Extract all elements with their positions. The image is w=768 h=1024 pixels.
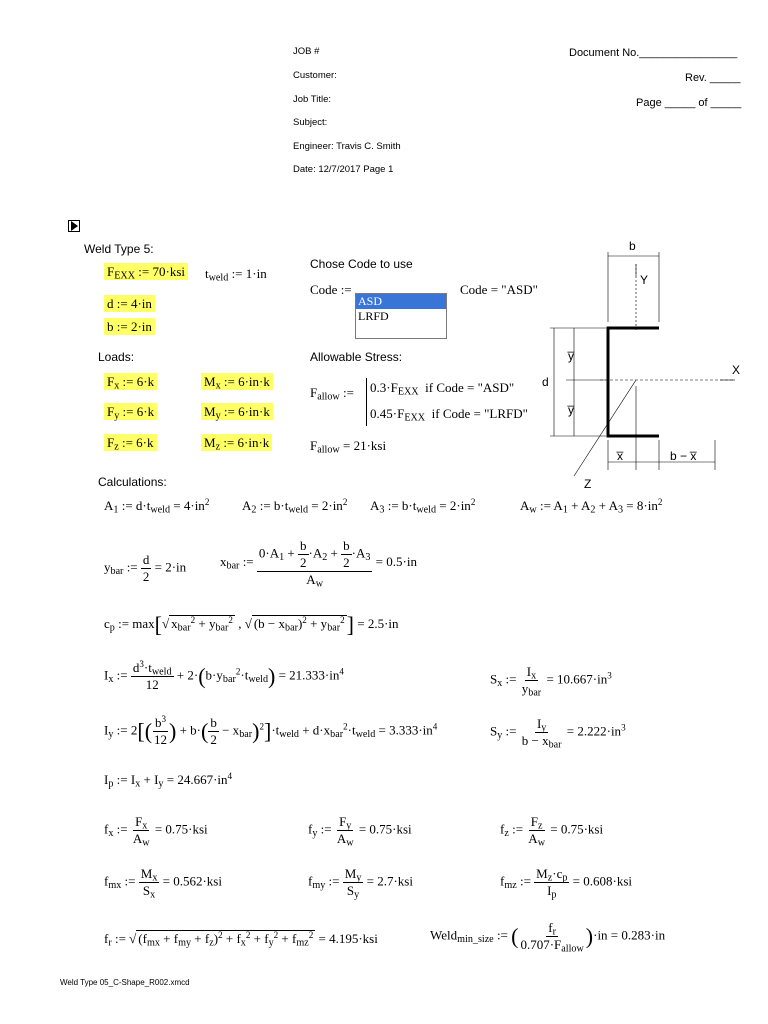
revision: Rev. _____ xyxy=(685,72,741,84)
page-of: Page _____ of _____ xyxy=(636,97,742,109)
fallow-definition[interactable]: $F_{allow}$ := xyxy=(310,385,354,403)
a2-calc[interactable]: $A_2$ := $b\cdot t_{weld} = 2\cdot in^2$ xyxy=(242,497,348,516)
chose-code-label: Chose Code to use xyxy=(310,257,413,271)
sy-calc[interactable]: $S_y$ := $\frac{I_y}{b - x_{bar}}$ = $2.222\cdot in^3$ xyxy=(490,716,626,751)
fmy-calc[interactable]: $f_{my}$ := $\frac{M_y}{S_y}$ = 2.7·ksi xyxy=(308,866,413,901)
fmz-calc[interactable]: $f_{mz}$ := $\frac{M_z\cdot c_p}{I_p}$ = 0.608·ksi xyxy=(500,866,632,901)
piecewise-bar xyxy=(366,378,367,426)
diagram-y-label: Y xyxy=(640,273,649,287)
diagram-d-label: d xyxy=(542,375,549,389)
fallow-lrfd-branch: $0.45\cdot F_{EXX}$ if Code = "LRFD" xyxy=(370,406,528,424)
fx-definition[interactable]: $F_x$ := 6·k xyxy=(104,374,157,390)
a3-calc[interactable]: $A_3$ := $b\cdot t_{weld} = 2\cdot in^2$ xyxy=(370,497,476,516)
customer-label: Customer: xyxy=(293,70,337,81)
my-definition[interactable]: $M_y$ := 6·in·k xyxy=(201,404,273,420)
fexx-definition[interactable]: $F_{EXX}$ := 70·ksi xyxy=(104,264,188,280)
iy-calc[interactable]: $I_y$ := 2[( $\frac{b^3}{12}$ ) + b·( $\frac{b}{2}$ − $x_{bar})^2]\cdot t_{weld} + d\cdot x_{bar}^2\cdot t_{weld} = 3.333\cdot in^4$ xyxy=(104,714,438,747)
mz-definition[interactable]: $M_z$ := 6·in·k xyxy=(201,435,272,451)
job-number-label: JOB # xyxy=(293,46,320,57)
weld-min-size-calc[interactable]: Weld$_{min\_size}$ := ( $\frac{f_r}{0.707\cdot F_{allow}}$ )·in = 0.283·in xyxy=(430,920,666,955)
cp-calc[interactable]: $c_p$ := max[√ $x_{bar}^2 + y_{bar}^2$ , √ $(b - x_{bar})^2 + y_{bar}^2] = 2.5\cdot in$ xyxy=(104,612,399,637)
fx-stress-calc[interactable]: $f_x$ := $\frac{F_x}{A_w}$ = 0.75·ksi xyxy=(104,814,208,849)
code-listbox[interactable] xyxy=(355,293,447,339)
diagram-b-label: b xyxy=(629,239,636,253)
play-triangle-icon xyxy=(71,221,78,231)
allowable-stress-label: Allowable Stress: xyxy=(310,350,403,364)
aw-calc[interactable]: $A_w$ := $A_1 + A_2 + A_3 = 8\cdot in^2$ xyxy=(520,497,663,516)
ybar-calc[interactable]: $y_{bar}$ := $\frac{d}{2}$ = 2·in xyxy=(104,552,187,584)
weld-type-title: Weld Type 5: xyxy=(84,242,154,256)
diagram-ybar-top: y̅ xyxy=(568,349,574,363)
d-definition[interactable]: d := 4·in xyxy=(104,296,155,312)
diagram-ybar-bottom: y̅ xyxy=(568,403,574,417)
fallow-asd-branch: $0.3\cdot F_{EXX}$ if Code = "ASD" xyxy=(370,380,515,398)
code-assign-label: Code := xyxy=(310,282,352,297)
b-definition[interactable]: b := 2·in xyxy=(104,319,155,335)
mx-definition[interactable]: $M_x$ := 6·in·k xyxy=(201,374,273,390)
document-number: Document No.________________ xyxy=(569,47,738,59)
ix-calc[interactable]: $I_x$ := $\frac{d^3\cdot t_{weld}}{12}$ + $2\cdot(b\cdot y_{bar}^2\cdot t_{weld}) = 21.333\cdot in^4$ xyxy=(104,659,344,692)
tweld-definition[interactable]: $t_{weld}$ := 1·in xyxy=(205,266,267,284)
loads-label: Loads: xyxy=(98,350,135,364)
fz-definition[interactable]: $F_z$ := 6·k xyxy=(104,435,157,451)
diagram-x-label: X xyxy=(732,363,741,377)
code-result: Code = "ASD" xyxy=(460,282,538,297)
calculations-label: Calculations: xyxy=(98,475,167,489)
code-option-asd[interactable]: ASD xyxy=(356,294,446,309)
job-title-label: Job Title: xyxy=(293,94,332,105)
fmx-calc[interactable]: $f_{mx}$ := $\frac{M_x}{S_x}$ = 0.562·ksi xyxy=(104,866,222,901)
fz-stress-calc[interactable]: $f_z$ := $\frac{F_z}{A_w}$ = 0.75·ksi xyxy=(500,814,604,849)
fr-calc[interactable]: $f_r$ := √ $(f_{mx} + f_{my} + f_z)^2 + f_x^2 + f_y^2 + f_{mz}^2 = 4.195\cdot ksi$ xyxy=(104,930,378,949)
ip-calc[interactable]: $I_p$ := $I_x + I_y = 24.667\cdot in^4$ xyxy=(104,771,233,790)
engineer-label: Engineer: Travis C. Smith xyxy=(293,141,401,152)
sx-calc[interactable]: $S_x$ := $\frac{I_x}{y_{bar}}$ = $10.667\cdot in^3$ xyxy=(490,664,612,699)
a1-calc[interactable]: $A_1$ := $d\cdot t_{weld} = 4\cdot in^2$ xyxy=(104,497,210,516)
diagram-xbar-label: x̅ xyxy=(617,449,623,463)
collapse-region-toggle[interactable] xyxy=(68,220,80,232)
diagram-z-label: Z xyxy=(584,477,592,490)
diagram-b-minus-xbar-label: b − x̅ xyxy=(670,449,697,463)
fy-stress-calc[interactable]: $f_y$ := $\frac{F_y}{A_w}$ = 0.75·ksi xyxy=(308,814,412,849)
c-shape-weld-diagram xyxy=(540,236,750,490)
date-label: Date: 12/7/2017 Page 1 xyxy=(293,164,394,175)
fy-definition[interactable]: $F_y$ := 6·k xyxy=(104,404,157,420)
fallow-result: $F_{allow} = 21\cdot ksi$ xyxy=(310,438,387,456)
file-name-footer: Weld Type 05_C-Shape_R002.xmcd xyxy=(60,978,190,987)
xbar-calc[interactable]: $x_{bar}$ := $0\cdot A_1$ + $\frac{b}{2}$ $\cdot A_2$ + $\frac{b}{2}$ $\cdot A_3$ $A_w$ = 0.5·in xyxy=(220,538,417,590)
code-option-lrfd[interactable]: LRFD xyxy=(358,309,389,323)
subject-label: Subject: xyxy=(293,117,328,128)
